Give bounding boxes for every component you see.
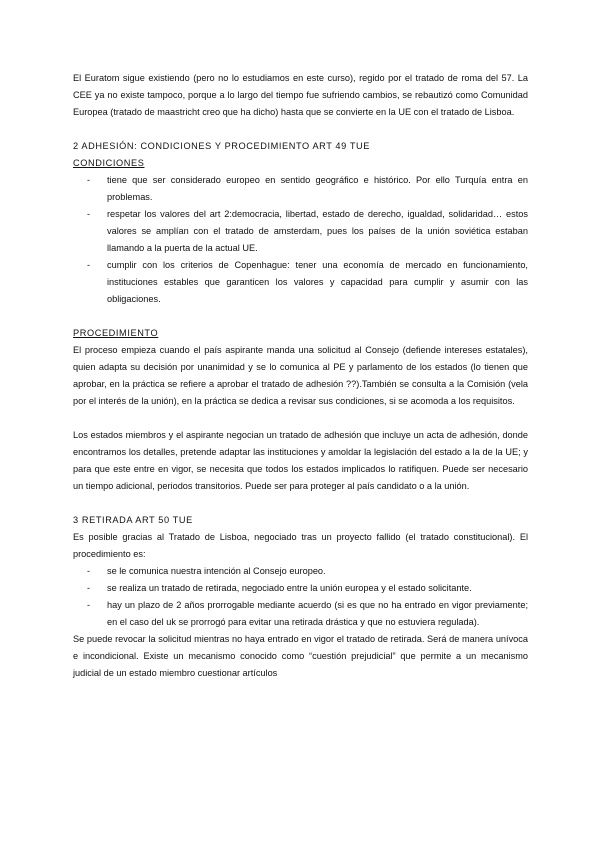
withdrawal-paragraph-1: Es posible gracias al Tratado de Lisboa, negociado tras un proyecto fallido (el tratado constitucional). El procedimiento es: [73, 532, 528, 559]
spacer [73, 495, 528, 512]
list-item [73, 257, 528, 308]
dash-bullet: - [87, 175, 91, 185]
dash-bullet: - [87, 583, 91, 593]
withdrawal-paragraph-2: Se puede revocar la solicitud mientras no haya entrado en vigor el tratado de retirada. Será de manera unívoca e incondicional. Existe un mecanismo conocido como “cuestión prejudicial” que permite a un mecanismo judicial de un estado miembro cuestionar artículos [73, 634, 528, 678]
step-text: hay un plazo de 2 años prorrogable mediante acuerdo (si es que no ha entrado en vigor previamente; en el caso del uk se prorrogó para evitar una retirada drástica y que no estuviera regulada). [107, 600, 528, 627]
dash-bullet: - [87, 566, 91, 576]
spacer [73, 410, 528, 427]
procedure-title: PROCEDIMIENTO [73, 328, 159, 338]
document-body [73, 70, 528, 682]
dash-bullet: - [87, 209, 91, 219]
spacer [73, 121, 528, 138]
step-text: se le comunica nuestra intención al Consejo europeo. [107, 566, 326, 576]
conditions-title: CONDICIONES [73, 158, 145, 168]
list-item [73, 172, 528, 206]
intro-paragraph: El Euratom sigue existiendo (pero no lo estudiamos en este curso), regido por el tratado de roma del 57. La CEE ya no existe tampoco, porque a lo largo del tiempo fue sufriendo cambios, se rebautizó como Comunidad Europea (tratado de maastricht creo que ha dicho) hasta que se convierte en la UE con el tratado de Lisboa. [73, 73, 528, 117]
condition-text: respetar los valores del art 2:democracia, libertad, estado de derecho, igualdad, solidaridad… estos valores se amplían con el tratado de amsterdam, pues los países de la unión soviética estaban llamando a la puerta de la actual UE. [107, 209, 528, 253]
procedure-paragraph-1: El proceso empieza cuando el país aspirante manda una solicitud al Consejo (defiende intereses estatales), quien adapta su decisión por unanimidad y se lo comunica al PE y parlamento de los estados (lo tienen que aprobar, en la práctica se refiere a aprobar el tratado de adhesión ??).También se consulta a la Comisión (vela por el interés de la unión), en la práctica se dedica a revisar sus condiciones, si se acomoda a los requisitos. [73, 345, 528, 406]
condition-text: tiene que ser considerado europeo en sentido geográfico e histórico. Por ello Turquía entra en problemas. [107, 175, 528, 202]
conditions-list [73, 172, 528, 308]
step-text: se realiza un tratado de retirada, negociado entre la unión europea y el estado solicitante. [107, 583, 472, 593]
procedure-paragraph-2: Los estados miembros y el aspirante negocian un tratado de adhesión que incluye un acta de adhesión, donde encontramos los detalles, pretende adaptar las instituciones y amoldar la legislación del estado a la de la UE; y para que este entre en vigor, se necesita que todos los estados implicados lo ratifiquen. Puede ser necesario un tiempo adicional, periodos transitorios. Puede ser para proteger al país candidato o a la unión. [73, 430, 528, 491]
dash-bullet: - [87, 260, 91, 270]
list-item [73, 597, 528, 631]
list-item [73, 206, 528, 257]
dash-bullet: - [87, 600, 91, 610]
list-item [73, 580, 528, 597]
section-3-heading: 3 RETIRADA ART 50 TUE [73, 515, 193, 525]
section-2-heading: 2 ADHESIÓN: CONDICIONES Y PROCEDIMIENTO ART 49 TUE [73, 141, 371, 151]
withdrawal-steps-list [73, 563, 528, 631]
condition-text: cumplir con los criterios de Copenhague: tener una economía de mercado en funcionamiento, instituciones estables que garanticen los valores y capacidad para cumplir y asumir con las obligaciones. [107, 260, 528, 304]
spacer [73, 308, 528, 325]
list-item [73, 563, 528, 580]
